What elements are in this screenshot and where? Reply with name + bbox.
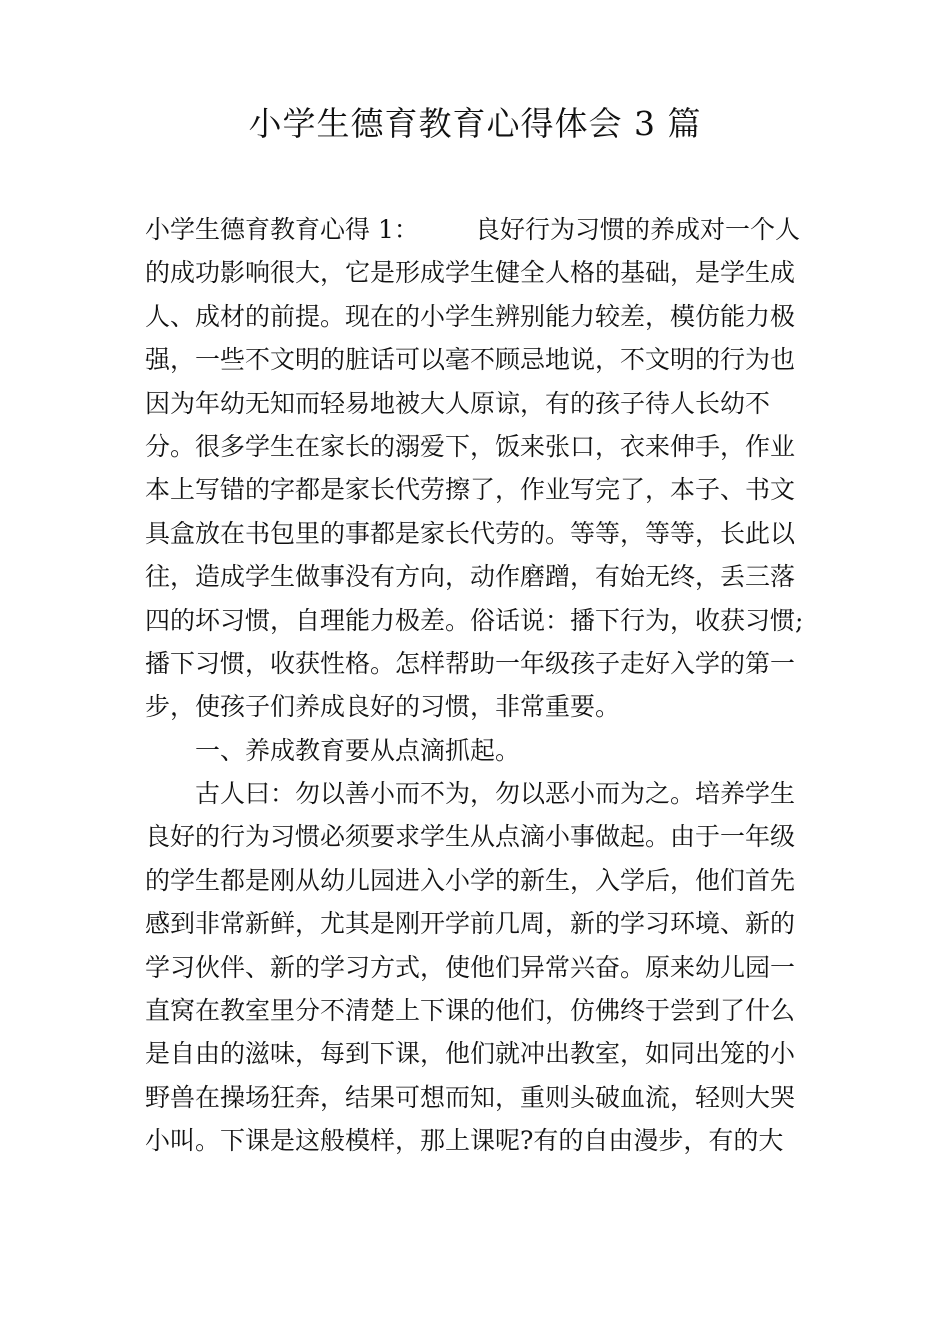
body-line: 直窝在教室里分不清楚上下课的他们，仿佛终于尝到了什么 [145, 996, 796, 1026]
body-line: 学习伙伴、新的学习方式，使他们异常兴奋。原来幼儿园一 [145, 952, 796, 982]
body-line: 步，使孩子们养成良好的习惯，非常重要。 [145, 692, 621, 722]
body-line: 小叫。下课是这般模样，那上课呢?有的自由漫步，有的大 [145, 1126, 784, 1156]
document-title: 小学生德育教育心得体会 3 篇 [248, 104, 702, 143]
section-heading: 一、养成教育要从点滴抓起。 [195, 735, 521, 765]
body-line: 野兽在操场狂奔，结果可想而知，重则头破血流，轻则大哭 [145, 1082, 796, 1112]
body-line [145, 208, 807, 251]
body-line: 因为年幼无知而轻易地被大人原谅，有的孩子待人长幼不 [145, 388, 771, 418]
body-line: 人、成材的前提。现在的小学生辨别能力较差，模仿能力极 [145, 301, 796, 331]
body-line: 是自由的滋味，每到下课，他们就冲出教室，如同出笼的小 [145, 1039, 796, 1069]
body-line: 四的坏习惯，自理能力极差。俗话说：播下行为，收获习惯; [145, 605, 804, 635]
section-label: 小学生德育教育心得 1： [145, 215, 419, 244]
body-line: 分。很多学生在家长的溺爱下，饭来张口，衣来伸手，作业 [145, 431, 796, 461]
body-line: 的学生都是刚从幼儿园进入小学的新生，入学后，他们首先 [145, 865, 796, 895]
body-line: 具盒放在书包里的事都是家长代劳的。等等，等等，长此以 [145, 518, 796, 548]
body-line: 往，造成学生做事没有方向，动作磨蹭，有始无终，丢三落 [145, 562, 796, 592]
body-line: 良好的行为习惯必须要求学生从点滴小事做起。由于一年级 [145, 822, 796, 852]
body-line: 感到非常新鲜，尤其是刚开学前几周，新的学习环境、新的 [145, 909, 796, 939]
body-line: 古人曰：勿以善小而不为，勿以恶小而为之。培养学生 [195, 779, 796, 809]
body-line-text: 良好行为习惯的养成对一个人 [475, 215, 801, 244]
document-body [145, 208, 807, 1163]
body-line: 播下习惯，收获性格。怎样帮助一年级孩子走好入学的第一 [145, 648, 796, 678]
body-line: 本上写错的字都是家长代劳擦了，作业写完了，本子、书文 [145, 475, 796, 505]
body-line: 强，一些不文明的脏话可以毫不顾忌地说，不文明的行为也 [145, 345, 796, 375]
body-line: 的成功影响很大，它是形成学生健全人格的基础，是学生成 [145, 258, 796, 288]
